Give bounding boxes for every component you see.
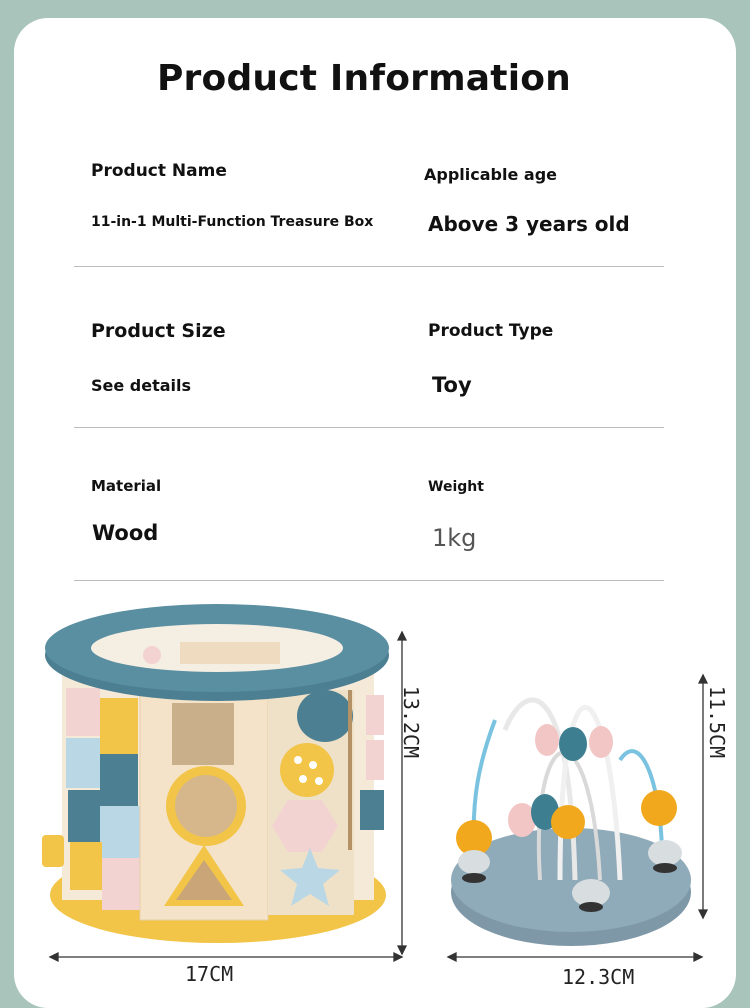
page-title: Product Information [156,58,572,99]
spec-value-product-name: 11-in-1 Multi-Function Treasure Box [91,214,374,230]
spec-value-product-size: See details [91,376,192,395]
maze-height-label: 11.5CM [705,685,730,759]
spec-label-applicable-age: Applicable age [424,165,557,184]
spec-label-weight: Weight [428,479,484,495]
spec-value-material: Wood [92,521,159,545]
maze-width-label: 12.3CM [562,965,635,989]
spec-label-product-type: Product Type [428,321,554,341]
spec-value-applicable-age: Above 3 years old [428,212,630,236]
spec-label-material: Material [91,477,162,495]
treasure-box-image [42,604,389,943]
box-width-label: 17CM [185,962,234,986]
spec-label-product-name: Product Name [91,161,227,181]
spec-value-weight: 1kg [432,524,477,552]
bead-maze-image [451,700,691,946]
spec-value-product-type: Toy [432,373,472,397]
box-height-label: 13.2CM [399,685,424,759]
spec-label-product-size: Product Size [91,320,226,342]
